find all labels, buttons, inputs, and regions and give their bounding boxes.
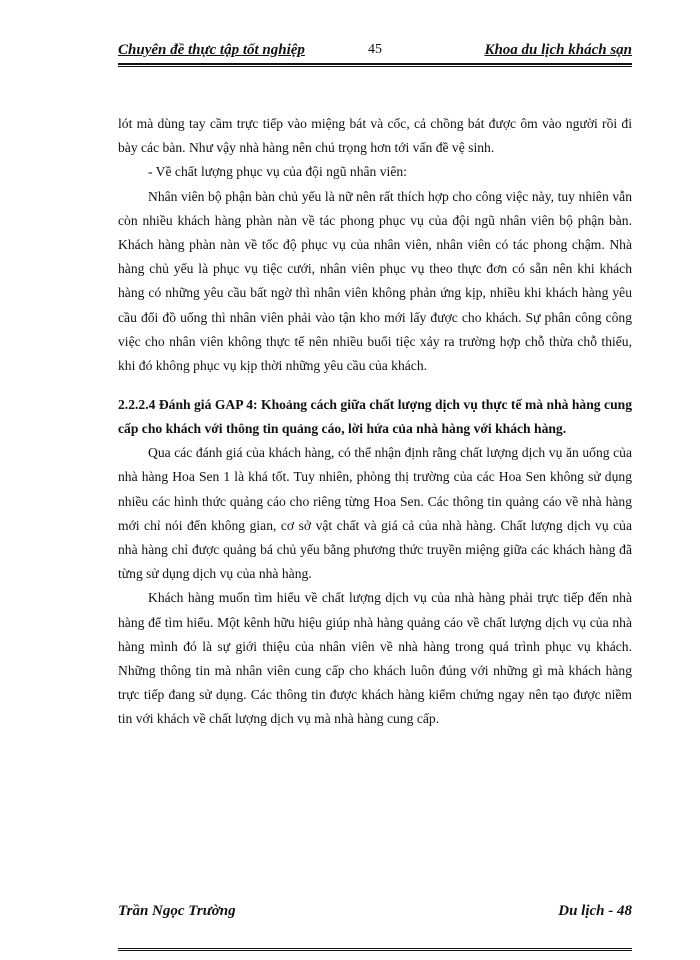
footer-page-label: Du lịch - 48: [558, 903, 632, 919]
header-report-title: Chuyên đề thực tập tốt nghiệp: [118, 42, 305, 58]
paragraph-staff-heading: - Về chất lượng phục vụ của đội ngũ nhân viên:: [148, 164, 407, 180]
paragraph-advertising: Qua các đánh giá của khách hàng, có thể nhận định rằng chất lượng dịch vụ ăn uống của nhà hàng Hoa Sen 1 là khá tốt. Tuy nhiên, phòng thị trường của các Hoa Sen không sử dụng nhiều các hình thức quảng cáo cho riêng từng Hoa Sen. Các thông tin quảng cáo về nhà hàng mới chỉ nói đến không gian, cơ sở vật chất và giá cả của nhà hàng. Chất lượng dịch vụ của nhà hàng chỉ được quảng bá chủ yếu bằng phương thức truyền miệng giữa các khách hàng đã từng sử dụng dịch vụ của nhà hàng.: [118, 445, 632, 582]
section-title-gap4: 2.2.2.4 Đánh giá GAP 4: Khoảng cách giữa chất lượng dịch vụ thực tế mà nhà hàng cung cấp cho khách với thông tin quảng cáo, lời hứa của nhà hàng với khách hàng.: [118, 397, 632, 437]
paragraph-customer-info: Khách hàng muốn tìm hiểu về chất lượng dịch vụ của nhà hàng phải trực tiếp đến nhà hàng để tìm hiểu. Một kênh hữu hiệu giúp nhà hàng quảng cáo về chất lượng dịch vụ của nhà hàng mình đó là sự giới thiệu của nhân viên về nhà hàng trong quá trình phục vụ khách. Những thông tin mà nhân viên cung cấp cho khách luôn đúng với những gì mà khách hàng trực tiếp đang sử dụng. Các thông tin được khách hàng kiểm chứng ngay nên tạo được niềm tin với khách về chất lượng dịch vụ mà nhà hàng cung cấp.: [118, 590, 632, 727]
header-page-number: 45: [368, 42, 382, 57]
paragraph-staff-quality: Nhân viên bộ phận bàn chủ yếu là nữ nên rất thích hợp cho công việc này, tuy nhiên vẫn còn nhiều khách hàng phàn nàn về tác phong phục vụ của đội ngũ nhân viên bộ phận bàn. Khách hàng phàn nàn về tốc độ phục vụ của nhân viên, nhân viên có tác phong chậm. Nhà hàng chủ yếu là phục vụ tiệc cưới, nhân viên phục vụ theo thực đơn có sẵn nên khi khách hàng có những yêu cầu bất ngờ thì nhân viên không phản ứng kịp, nhiều khi khách hàng yêu cầu đổi đồ uống thì nhân viên phải vào tận kho mới lấy được cho khách. Sự phân công công việc cho nhân viên không thực tế nên nhiều buổi tiệc xảy ra trường hợp chỗ thừa chỗ thiếu, khi đó không phục vụ kịp thời những yêu cầu của khách.: [118, 188, 632, 374]
page-body: [118, 112, 632, 732]
header-divider: [118, 63, 632, 67]
paragraph-continuation: lót mà dùng tay cầm trực tiếp vào miệng bát và cốc, cả chồng bát được ôm vào người rồi đi bày các bàn. Như vậy nhà hàng nên chú trọng hơn tới vấn đề vệ sinh.: [118, 116, 632, 156]
footer-divider: [118, 948, 632, 951]
footer-author: Trần Ngọc Trường: [118, 903, 236, 919]
page-header: [118, 42, 632, 64]
page-footer: [118, 903, 632, 925]
header-faculty: Khoa du lịch khách sạn: [484, 42, 632, 58]
